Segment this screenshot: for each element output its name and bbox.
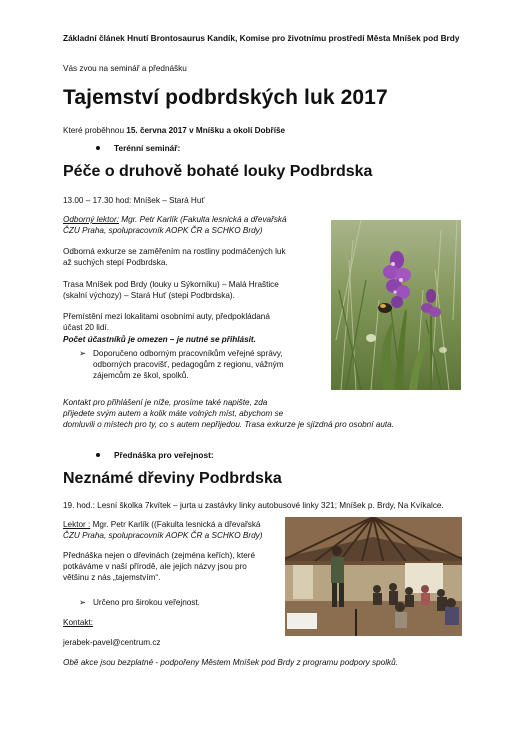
lecture-bullet-label: Přednáška pro veřejnost: xyxy=(114,450,214,460)
lecture-time: 19. hod.: Lesní školka 7kvítek – jurta u zastávky linky autobusové linky 321; Mníšek p. Brdy, Na Kvíkalce. xyxy=(63,501,444,510)
seminar-lecturer xyxy=(63,214,325,236)
seminar-route-line2: (skalní výchozy) – Stará Huť (stepi Podbrdska). xyxy=(63,291,235,300)
seminar-desc-line1: Odborná exkurze se zaměřením na rostliny podmáčených luk xyxy=(63,247,286,256)
lecture-bullet xyxy=(96,450,214,460)
seminar-contact-note xyxy=(63,397,325,419)
lecture-desc-line1: Přednáška nejen o dřevinách (zejména keřích), které xyxy=(63,551,256,560)
contact-label: Kontakt: xyxy=(63,618,94,627)
yurt-lecture-photo xyxy=(285,517,462,636)
seminar-contact-line3: domluvili o místech pro ty, co s autem nepřijedou. Trasa exkurze je sjízdná pro osobní auta. xyxy=(63,420,394,429)
seminar-recommendation xyxy=(79,348,329,381)
seminar-route xyxy=(63,279,325,301)
footer-note: Obě akce jsou bezplatné - podpořeny Městem Mníšek pod Brdy z programu podpory spolků. xyxy=(63,658,398,667)
seminar-route-line1: Trasa Mníšek pod Brdy (louky u Sýkorníku) – Malá Hraštice xyxy=(63,280,279,289)
arrow-bullet-icon: ➢ xyxy=(79,348,87,358)
seminar-transport-line1: Přemístění mezi lokalitami osobními auty, předpokládaná xyxy=(63,312,270,321)
seminar-heading: Péče o druhově bohaté louky Podbrdska xyxy=(63,163,373,180)
seminar-bullet xyxy=(96,143,180,153)
bullet-dot xyxy=(96,146,100,150)
seminar-description xyxy=(63,246,325,268)
date-value: 15. června 2017 v Mníšku a okolí Dobříše xyxy=(126,126,286,135)
lecture-desc-line3: většinu z nás „tajemstvím“. xyxy=(63,573,161,582)
orchid-photo xyxy=(331,220,461,390)
lecture-description xyxy=(63,550,285,583)
lecture-heading: Neznámé dřeviny Podbrdska xyxy=(63,470,282,487)
orchid-photo-illustration xyxy=(331,220,461,390)
lecture-lecturer-line2: ČZU Praha, spolupracovník AOPK ČR a SCHKO Brdy) xyxy=(63,531,263,540)
date-prefix: Které proběhnou xyxy=(63,126,127,135)
seminar-recommend-line3: zájemcům ze škol, spolků. xyxy=(93,371,189,380)
seminar-limit-note: Počet účastníků je omezen – je nutné se přihlásit. xyxy=(63,335,256,344)
seminar-recommend-line1: Doporučeno odborným pracovníkům veřejné správy, xyxy=(93,349,283,358)
lecture-lecturer xyxy=(63,519,285,541)
seminar-lecturer-label: Odborný lektor: xyxy=(63,215,119,224)
seminar-desc-line2: až suchých stepí Podbrdska. xyxy=(63,258,168,267)
bullet-dot xyxy=(96,453,100,457)
organizer-line: Základní článek Hnutí Brontosaurus Kandík, Komise pro životnímu prostředí Města Mníšek pod Brdy xyxy=(63,33,460,43)
invite-text: Vás zvou na seminář a přednášku xyxy=(63,64,187,73)
seminar-time: 13.00 – 17.30 hod: Mníšek – Stará Huť xyxy=(63,196,205,205)
lecture-lecturer-label: Lektor : xyxy=(63,520,91,529)
lecture-audience-text: Určeno pro širokou veřejnost. xyxy=(93,598,200,607)
seminar-transport-line2: účast 20 lidí. xyxy=(63,323,109,332)
seminar-bullet-label: Terénní seminář: xyxy=(114,143,181,153)
seminar-contact-line2: přijedete svým autem a kolik máte volných míst, abychom se xyxy=(63,409,284,418)
contact-email-link[interactable]: jerabek-pavel@centrum.cz xyxy=(63,638,161,647)
seminar-contact-line1: Kontakt pro přihlášení je níže, prosíme také napište, zda xyxy=(63,398,268,407)
seminar-lecturer-line2: ČZU Praha, spolupracovník AOPK ČR a SCHKO Brdy) xyxy=(63,226,263,235)
lecture-audience xyxy=(79,597,279,608)
yurt-photo-illustration xyxy=(285,517,462,636)
lecture-lecturer-line1: Mgr. Petr Karlík ((Fakulta lesnická a dřevařská xyxy=(90,520,261,529)
page-title: Tajemství podbrdských luk 2017 xyxy=(63,86,388,109)
seminar-recommend-line2: odborných pracovišť, pedagogům z regionu, vážným xyxy=(93,360,284,369)
seminar-transport xyxy=(63,311,325,333)
lecture-desc-line2: potkáváme v naší přírodě, ale jejich názvy jsou pro xyxy=(63,562,247,571)
event-date-line xyxy=(63,125,285,136)
arrow-bullet-icon: ➢ xyxy=(79,597,87,607)
seminar-lecturer-line1: Mgr. Petr Karlík (Fakulta lesnická a dřevařská xyxy=(118,215,287,224)
